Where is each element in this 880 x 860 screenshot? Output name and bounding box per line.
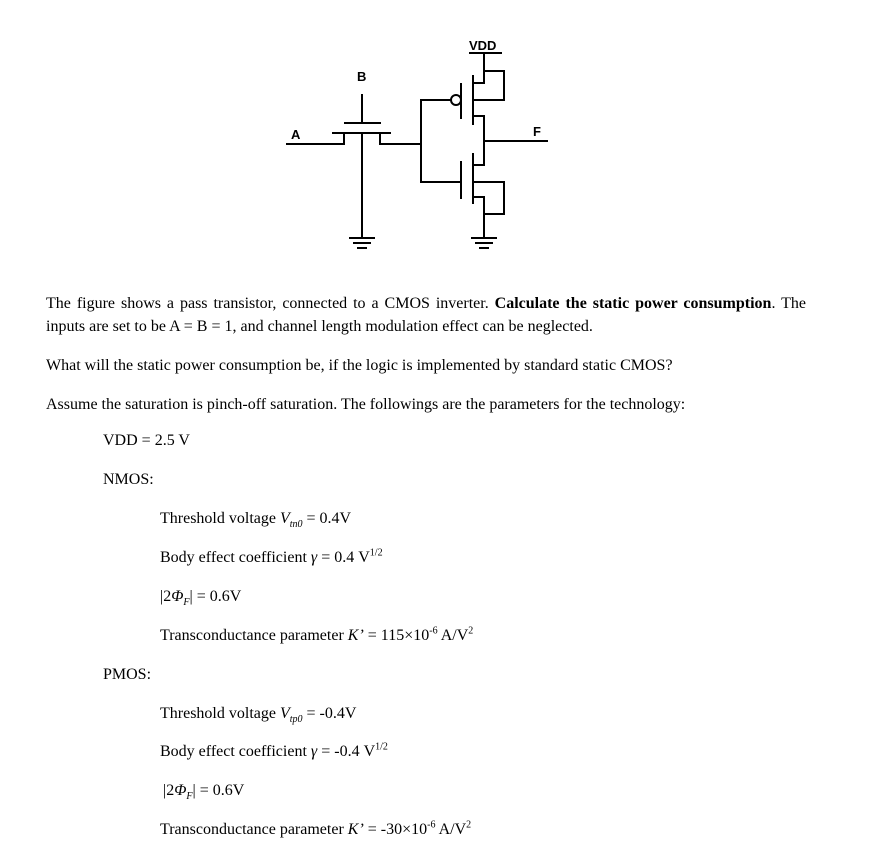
nmos-gamma-line — [160, 549, 383, 567]
pmos-vt-sub: tp0 — [289, 714, 303, 726]
nmos-k-exp: -6 — [429, 625, 438, 637]
label-vdd: VDD — [469, 38, 497, 53]
question-line: What will the static power consumption be, if the logic is implemented by standard static CMOS? — [46, 357, 673, 374]
nmos-k-unit: A/V — [437, 627, 469, 644]
pmos-phi-value: | = 0.6V — [192, 782, 245, 799]
intro-text-2: . The inputs are set to be A = B = 1, and channel length modulation effect can be neglected. — [46, 295, 806, 335]
nmos-vt-line — [160, 510, 352, 531]
nmos-k-unit-exp: 2 — [468, 625, 474, 637]
label-b: B — [357, 69, 367, 84]
pmos-vt-symbol: V — [279, 705, 290, 722]
nmos-k-symbol: K’ — [347, 627, 364, 644]
assume-line: Assume the saturation is pinch-off saturation. The followings are the parameters for the technology: — [46, 396, 686, 413]
pmos-phi-pre: |2 — [163, 782, 175, 799]
nmos-phi-pre: |2 — [160, 588, 172, 605]
nmos-gamma-value: = 0.4 V — [317, 549, 370, 566]
intro-text-1: The figure shows a pass transistor, connected to a CMOS inverter. — [46, 295, 495, 312]
nmos-vt-value: = 0.4V — [302, 510, 352, 527]
pmos-gamma-exp: 1/2 — [375, 741, 388, 753]
nmos-vt-sub: tn0 — [289, 519, 303, 531]
pmos-k-symbol: K’ — [347, 821, 364, 838]
nmos-k-value: = 115×10 — [363, 627, 430, 644]
nmos-k-label: Transconductance parameter — [160, 627, 348, 644]
label-f: F — [533, 124, 541, 139]
pmos-k-unit: A/V — [435, 821, 467, 838]
nmos-phi-symbol: Φ — [171, 588, 184, 605]
pmos-heading: PMOS: — [103, 666, 152, 683]
pmos-gamma-label: Body effect coefficient — [160, 743, 311, 760]
pmos-gate-bubble — [451, 95, 461, 105]
nmos-phi-sub: F — [183, 597, 190, 609]
pmos-vt-line — [160, 705, 357, 726]
label-a: A — [291, 127, 301, 142]
pmos-k-unit-exp: 2 — [466, 819, 472, 831]
nmos-vt-symbol: V — [279, 510, 290, 527]
nmos-k-line — [160, 627, 473, 645]
pmos-phi-line — [163, 782, 245, 803]
intro-bold: Calculate the static power consumption — [494, 295, 772, 312]
pmos-k-label: Transconductance parameter — [160, 821, 348, 838]
pmos-gamma-value: = -0.4 V — [317, 743, 376, 760]
nmos-heading: NMOS: — [103, 471, 154, 488]
pmos-gamma-line — [160, 743, 388, 761]
pmos-gamma-symbol: γ — [310, 743, 318, 760]
nmos-gamma-symbol: γ — [310, 549, 318, 566]
vdd-line: VDD = 2.5 V — [103, 432, 190, 449]
nmos-phi-line — [160, 588, 242, 609]
pmos-k-value: = -30×10 — [363, 821, 428, 838]
pmos-k-line — [160, 821, 471, 839]
pmos-vt-label: Threshold voltage — [160, 705, 280, 722]
pmos-phi-sub: F — [186, 791, 193, 803]
pmos-k-exp: -6 — [427, 819, 436, 831]
nmos-gamma-label: Body effect coefficient — [160, 549, 311, 566]
circuit-diagram — [0, 0, 880, 270]
nmos-phi-value: | = 0.6V — [189, 588, 242, 605]
nmos-gamma-exp: 1/2 — [369, 547, 383, 559]
nmos-vt-label: Threshold voltage — [160, 510, 280, 527]
intro-paragraph — [46, 292, 806, 338]
pmos-phi-symbol: Φ — [174, 782, 187, 799]
pmos-vt-value: = -0.4V — [302, 705, 357, 722]
